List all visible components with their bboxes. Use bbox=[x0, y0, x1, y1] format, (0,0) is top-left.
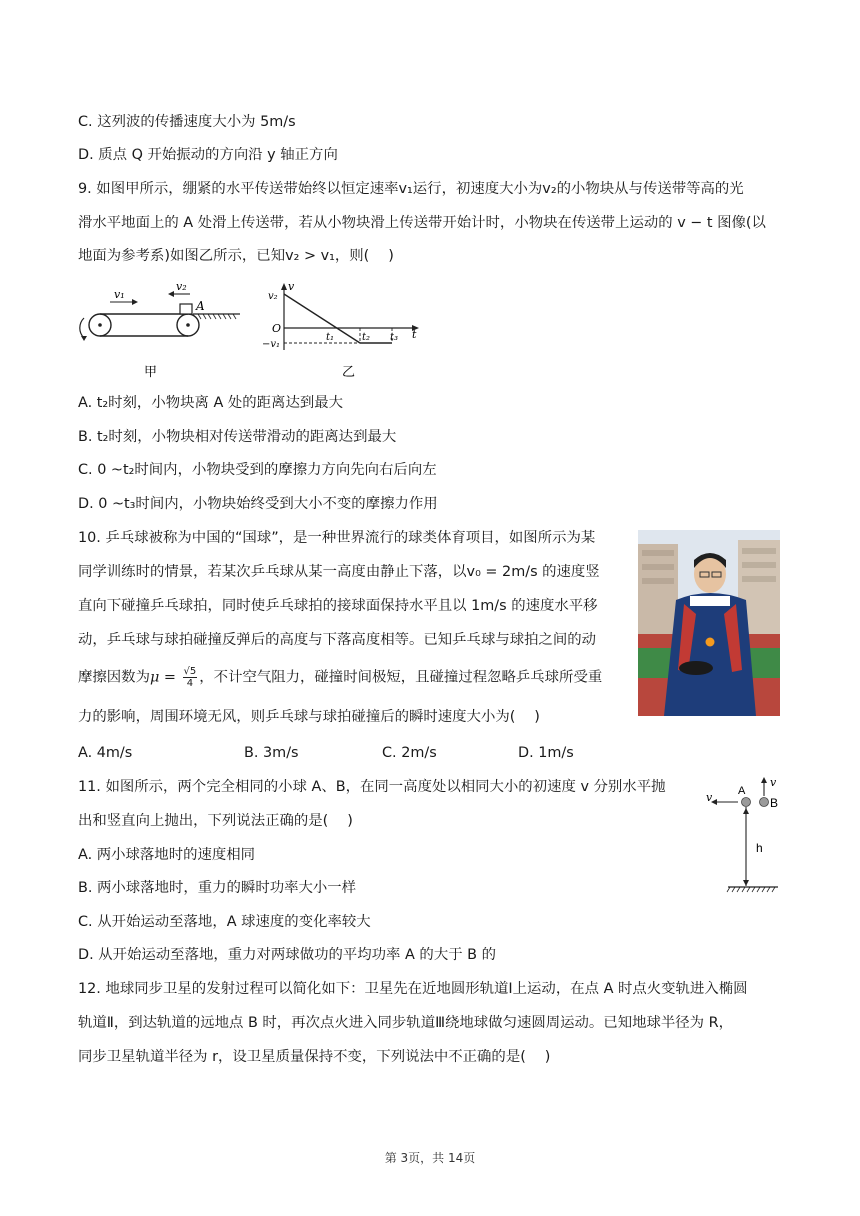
q10-stem-line6: 力的影响，周围环境无风，则乒乓球与球拍碰撞后的瞬时速度大小为( ) bbox=[78, 709, 540, 725]
friction-coefficient-symbol: μ = bbox=[149, 669, 176, 686]
q10-stem-line5-end: ，不计空气阻力，碰撞时间极短，且碰撞过程忽略乒乓球所受重 bbox=[199, 669, 603, 686]
fig-a-v2-label: v₂ bbox=[176, 280, 187, 293]
fig-b-t1-label: t₁ bbox=[326, 332, 335, 343]
q9-stem-line3: 地面为参考系)如图乙所示，已知v₂ > v₁，则( ) bbox=[78, 248, 394, 264]
fig-b-v-axis-label: v bbox=[288, 280, 295, 293]
q9-stem-line2: 滑水平地面上的 A 处滑上传送带，若从小物块滑上传送带开始计时，小物块在传送带上运动的 v − t 图像(以 bbox=[78, 215, 766, 231]
q9-stem-line1: 9. 如图甲所示，绷紧的水平传送带始终以恒定速率v₁运行，初速度大小为v₂的小物块从与传送带等高的光 bbox=[78, 181, 744, 197]
fig-b-v2-label: v₂ bbox=[268, 291, 278, 302]
q10-stem-line5 bbox=[78, 666, 602, 689]
fig-a-caption: 甲 bbox=[144, 365, 158, 380]
fig-b-caption: 乙 bbox=[342, 365, 356, 380]
fig-vertical-v-label: v bbox=[770, 776, 777, 789]
q10-stem-line1: 10. 乒乓球被称为中国的“国球”，是一种世界流行的球类体育项目，如图所示为某 bbox=[78, 530, 596, 546]
fig-b-t2-label: t₂ bbox=[362, 332, 371, 343]
q10-option-b: B. 3m/s bbox=[244, 745, 299, 761]
q12-stem-line3: 同步卫星轨道半径为 r，设卫星质量保持不变，下列说法中不正确的是( ) bbox=[78, 1049, 551, 1065]
friction-coefficient-fraction bbox=[183, 666, 198, 689]
q10-stem-line3: 直向下碰撞乒乓球拍，同时使乒乓球拍的接球面保持水平且以 1m/s 的速度水平移 bbox=[78, 598, 598, 614]
q8-option-d: D. 质点 Q 开始振动的方向沿 y 轴正方向 bbox=[78, 147, 338, 163]
q10-stem-line2: 同学训练时的情景，若某次乒乓球从某一高度由静止下落，以v₀ = 2m/s 的速度竖 bbox=[78, 564, 600, 580]
q10-option-d: D. 1m/s bbox=[518, 745, 574, 761]
velocity-time-graph bbox=[262, 280, 432, 380]
q11-option-b: B. 两小球落地时，重力的瞬时功率大小一样 bbox=[78, 880, 357, 896]
fraction-denominator: 4 bbox=[186, 678, 194, 689]
projectile-diagram bbox=[700, 774, 792, 894]
fig-height-label: h bbox=[756, 841, 763, 855]
fig-b-origin-label: O bbox=[272, 322, 282, 335]
fig-b-t3-label: t₃ bbox=[390, 332, 399, 343]
q8-option-c: C. 这列波的传播速度大小为 5m/s bbox=[78, 114, 296, 130]
page-number-footer: 第 3页，共 14页 bbox=[384, 1151, 476, 1165]
q10-stem-line4: 动，乒乓球与球拍碰撞反弹后的高度与下落高度相等。已知乒乓球与球拍之间的动 bbox=[78, 632, 597, 648]
q11-stem-line2: 出和竖直向上抛出，下列说法正确的是( ) bbox=[78, 813, 353, 829]
table-tennis-photo bbox=[638, 530, 780, 716]
fig-ball-b-label: B bbox=[770, 796, 779, 810]
fig-ball-a-label: A bbox=[738, 785, 746, 797]
fig-a-v1-label: v₁ bbox=[114, 288, 125, 301]
q9-option-a: A. t₂时刻，小物块离 A 处的距离达到最大 bbox=[78, 395, 344, 411]
q10-stem-line5-start: 摩擦因数为 bbox=[78, 669, 150, 686]
q9-option-d: D. 0 ~t₃时间内，小物块始终受到大小不变的摩擦力作用 bbox=[78, 496, 438, 512]
q12-stem-line1: 12. 地球同步卫星的发射过程可以简化如下：卫星先在近地圆形轨道Ⅰ上运动，在点 A 时点火变轨进入椭圆 bbox=[78, 981, 748, 997]
q11-option-d: D. 从开始运动至落地，重力对两球做功的平均功率 A 的大于 B 的 bbox=[78, 947, 497, 963]
q9-option-c: C. 0 ~t₂时间内，小物块受到的摩擦力方向先向右后向左 bbox=[78, 462, 437, 478]
conveyor-belt-diagram bbox=[70, 280, 250, 380]
q10-option-c: C. 2m/s bbox=[382, 745, 437, 761]
q10-option-a: A. 4m/s bbox=[78, 745, 133, 761]
q11-option-c: C. 从开始运动至落地，A 球速度的变化率较大 bbox=[78, 914, 371, 930]
fig-b-t-axis-label: t bbox=[412, 328, 417, 341]
fig-horizontal-v-label: v bbox=[706, 791, 713, 804]
q9-option-b: B. t₂时刻，小物块相对传送带滑动的距离达到最大 bbox=[78, 429, 397, 445]
q12-stem-line2: 轨道Ⅱ，到达轨道的远地点 B 时，再次点火进入同步轨道Ⅲ绕地球做匀速圆周运动。已知地球半径为 R， bbox=[78, 1015, 734, 1031]
fig-a-point-a-label: A bbox=[196, 299, 205, 313]
q11-stem-line1: 11. 如图所示，两个完全相同的小球 A、B，在同一高度处以相同大小的初速度 v 分别水平抛 bbox=[78, 779, 666, 795]
fig-b-neg-v1-label: −v₁ bbox=[262, 339, 281, 350]
q11-option-a: A. 两小球落地时的速度相同 bbox=[78, 847, 256, 863]
fraction-numerator: √5 bbox=[183, 666, 197, 677]
